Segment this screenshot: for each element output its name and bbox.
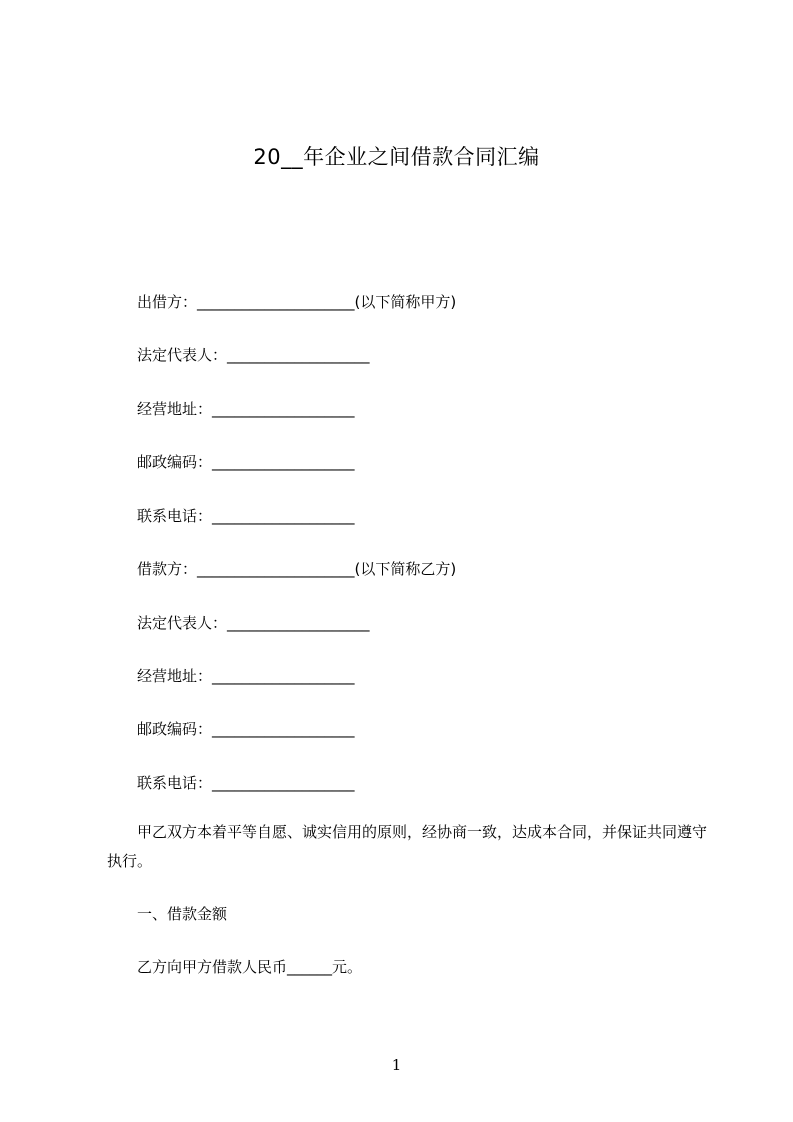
- borrower-address-line: 经营地址：___________________: [137, 667, 355, 685]
- lender-postcode-line: 邮政编码：___________________: [137, 453, 355, 471]
- borrower-phone-line: 联系电话：___________________: [137, 774, 355, 792]
- document-title: 20__年企业之间借款合同汇编: [253, 145, 540, 169]
- preamble-paragraph: 甲乙双方本着平等自愿、诚实信用的原则，经协商一致，达成本合同，并保证共同遵守执行。: [107, 823, 708, 870]
- borrower-representative-line: 法定代表人：___________________: [137, 614, 370, 632]
- lender-name-line: 出借方：_____________________(以下简称甲方): [137, 293, 457, 311]
- lender-phone-line: 联系电话：___________________: [137, 507, 355, 525]
- section-1-heading: 一、借款金额: [137, 905, 228, 923]
- page-number: 1: [391, 1056, 402, 1074]
- lender-address-line: 经营地址：___________________: [137, 400, 355, 418]
- lender-representative-line: 法定代表人：___________________: [137, 346, 370, 364]
- borrower-name-line: 借款方：_____________________(以下简称乙方): [137, 560, 457, 578]
- borrower-postcode-line: 邮政编码：___________________: [137, 720, 355, 738]
- section-1-text: 乙方向甲方借款人民币______元。: [137, 958, 363, 976]
